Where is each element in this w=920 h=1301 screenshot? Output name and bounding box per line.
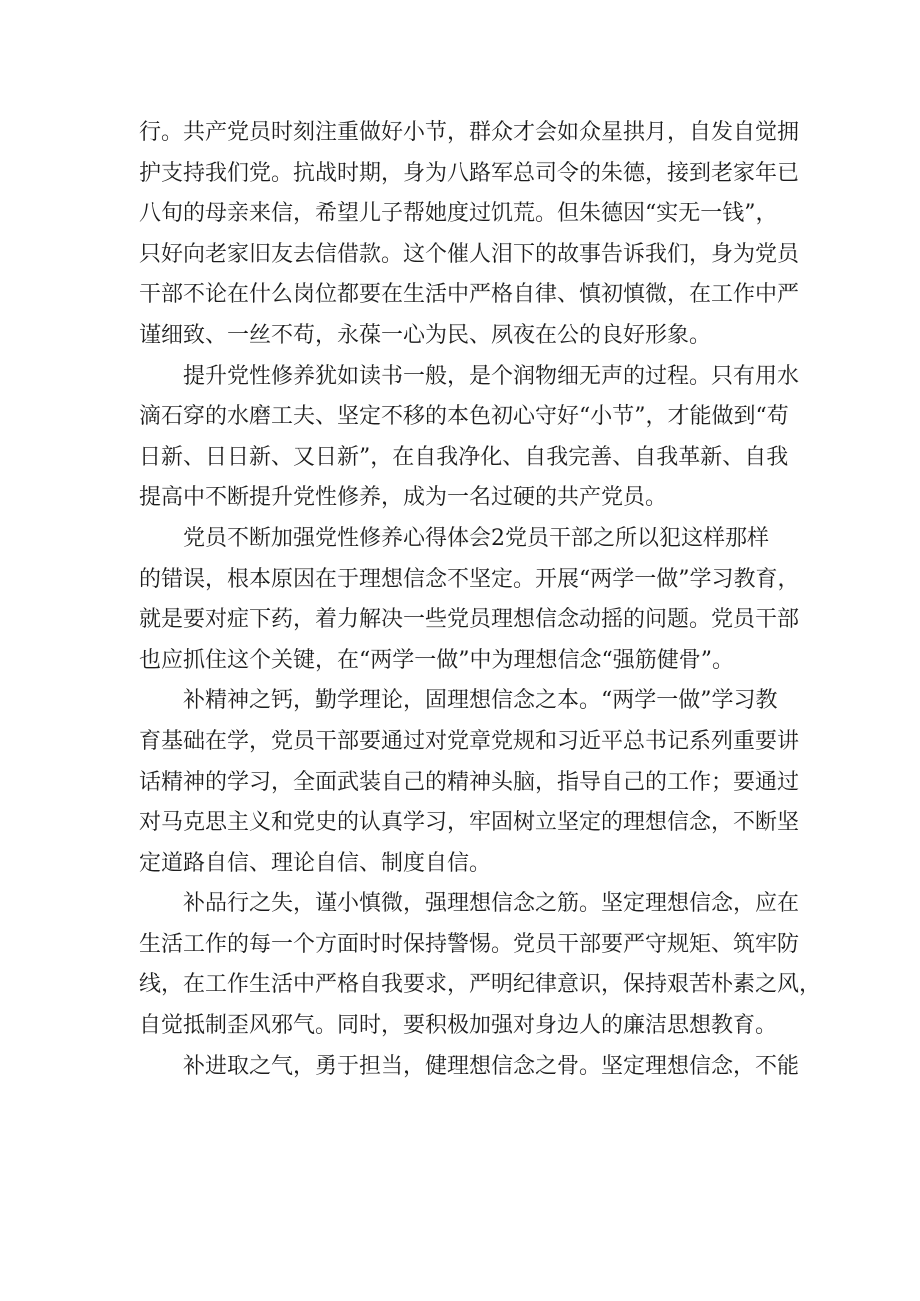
text-line: 育基础在学，党员干部要通过对党章党规和习近平总书记系列重要讲 [139,728,800,754]
text-line: 党员不断加强党性修养心得体会2党员干部之所以犯这样那样 [183,525,769,551]
text-line: 行。共产党员时刻注重做好小节，群众才会如众星拱月，自发自觉拥 [139,120,800,145]
text-line: 提高中不断提升党性修养，成为一名过硬的共产党员。 [139,485,668,511]
text-line: 补精神之钙，勤学理论，固理想信念之本。“两学一做”学习教 [183,688,778,714]
paragraph-5 [139,884,822,1046]
text-line: 的错误，根本原因在于理想信念不坚定。开展“两学一做”学习教育， [139,566,800,592]
text-line: 八旬的母亲来信，希望儿子帮她度过饥荒。但朱德因“实无一钱”， [139,201,778,227]
text-line: 谨细致、一丝不苟，永葆一心为民、夙夜在公的良好形象。 [139,322,712,348]
text-line: 提升党性修养犹如读书一般，是个润物细无声的过程。只有用水 [183,363,800,389]
paragraph-1 [139,113,800,357]
text-line: 日新、日日新、又日新”，在自我净化、自我完善、自我革新、自我 [139,444,789,470]
text-line: 补品行之失，谨小慎微，强理想信念之筋。坚定理想信念，应在 [183,891,800,917]
text-line: 线，在工作生活中严格自我要求，严明纪律意识，保持艰苦朴素之风， [139,972,822,998]
text-line: 也应抓住这个关键，在“两学一做”中为理想信念“强筋健骨”。 [139,647,734,673]
text-line: 补进取之气，勇于担当，健理想信念之骨。坚定理想信念，不能 [183,1053,800,1079]
text-line: 自觉抵制歪风邪气。同时，要积极加强对身边人的廉洁思想教育。 [139,1013,778,1039]
text-line: 滴石穿的水磨工夫、坚定不移的本色初心守好“小节”，才能做到“苟 [139,404,789,430]
paragraph-3 [139,519,800,681]
text-line: 生活工作的每一个方面时时保持警惕。党员干部要严守规矩、筑牢防 [139,931,800,957]
text-line: 就是要对症下药，着力解决一些党员理想信念动摇的问题。党员干部 [139,607,800,633]
paragraph-2 [139,357,800,519]
paragraph-4 [139,681,800,884]
text-line: 干部不论在什么岗位都要在生活中严格自律、慎初慎微，在工作中严 [139,282,800,308]
text-line: 只好向老家旧友去信借款。这个催人泪下的故事告诉我们，身为党员 [139,241,800,267]
text-line: 话精神的学习，全面武装自己的精神头脑，指导自己的工作；要通过 [139,769,800,795]
text-line: 对马克思主义和党史的认真学习，牢固树立坚定的理想信念，不断坚 [139,810,800,836]
paragraph-6 [139,1047,800,1088]
document-body [139,113,822,1087]
text-line: 护支持我们党。抗战时期，身为八路军总司令的朱德，接到老家年已 [139,160,800,186]
text-line: 定道路自信、理论自信、制度自信。 [139,850,492,876]
